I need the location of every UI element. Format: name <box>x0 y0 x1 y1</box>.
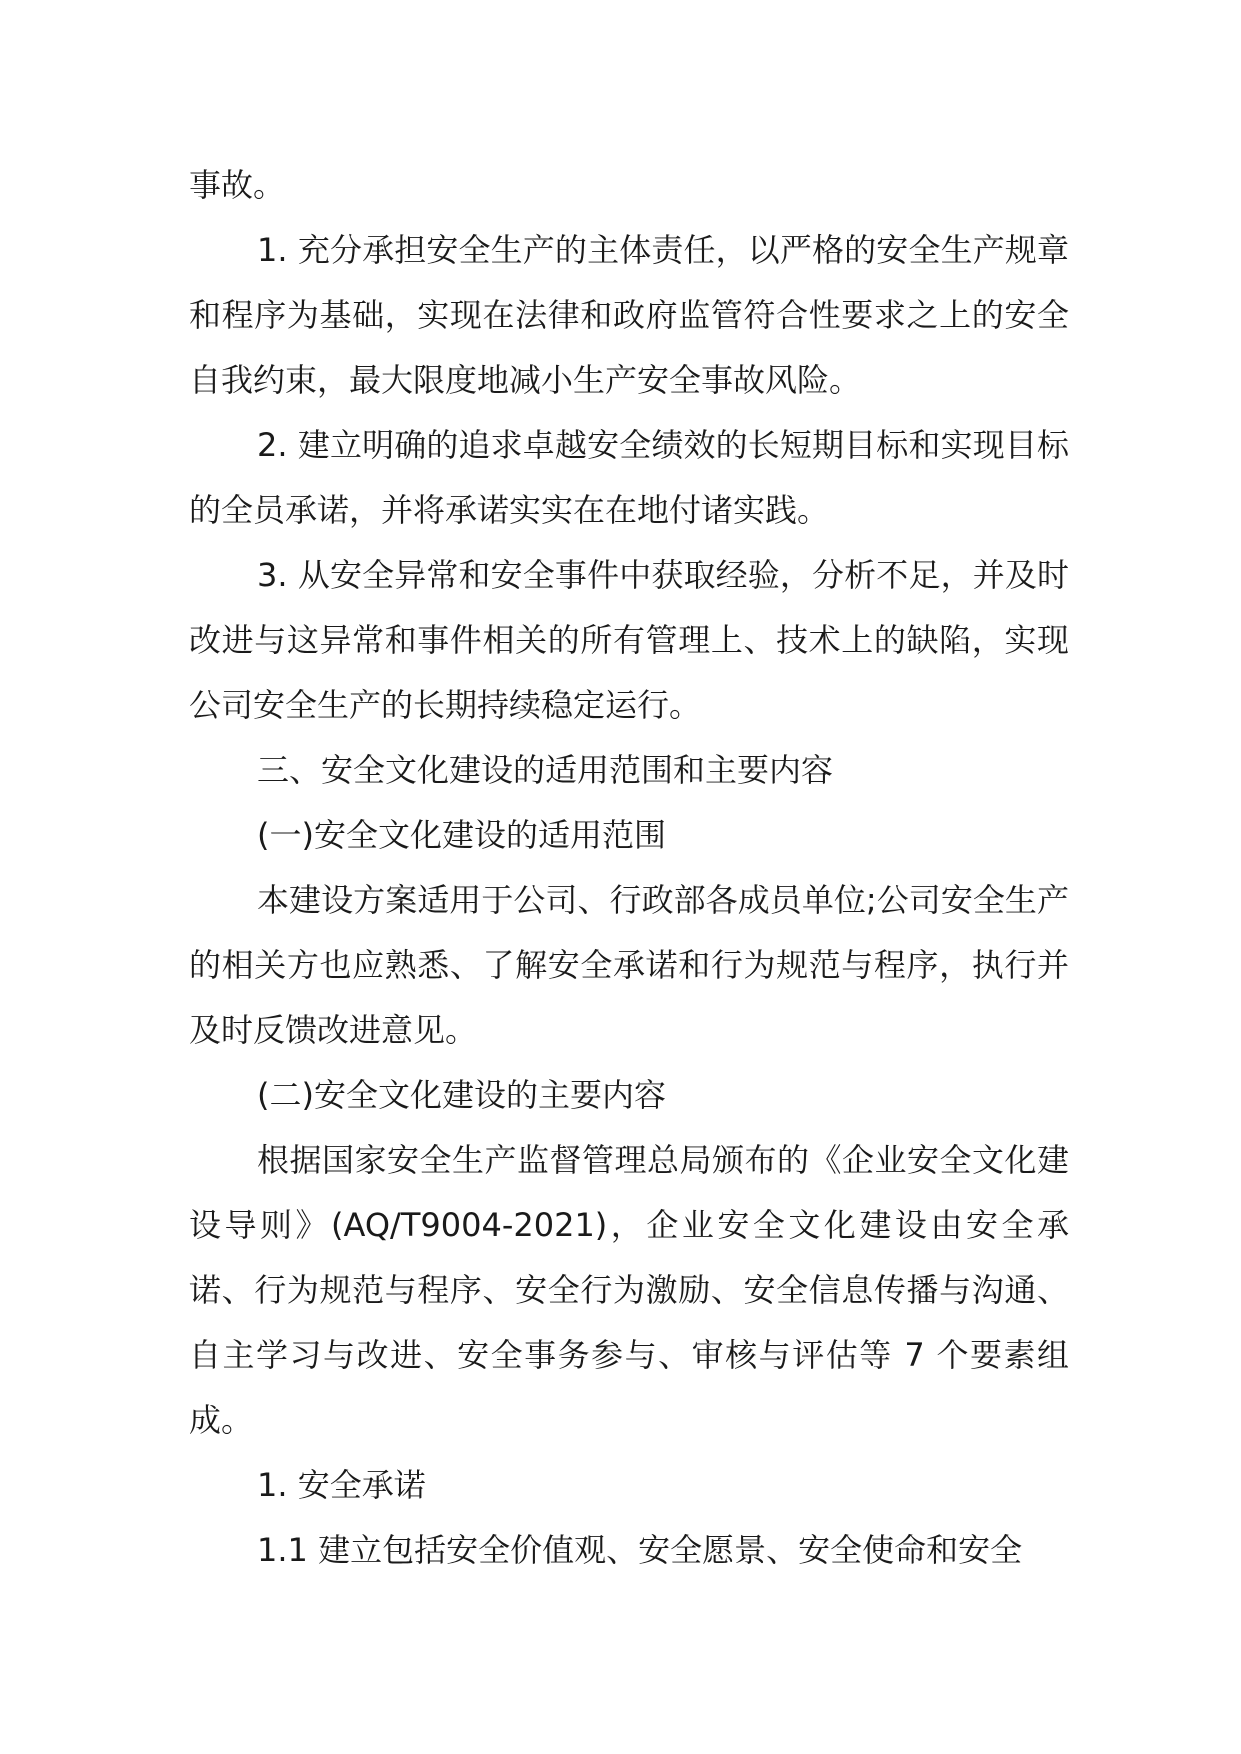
paragraph-continuation: 事故。 <box>189 166 286 204</box>
paragraph-scope: 本建设方案适用于公司、行政部各成员单位;公司安全生产的相关方也应熟悉、了解安全承诺和行为规范与程序，执行并及时反馈改进意见。 <box>189 881 1069 1049</box>
item-heading-safety-commitment: 1. 安全承诺 <box>257 1466 426 1504</box>
paragraph-item-1-1: 1.1 建立包括安全价值观、安全愿景、安全使命和安全 <box>257 1531 1023 1569</box>
document-body <box>189 153 1069 1583</box>
paragraph-main-content: 根据国家安全生产监督管理总局颁布的《企业安全文化建设导则》(AQ/T9004-2021)，企业安全文化建设由安全承诺、行为规范与程序、安全行为激励、安全信息传播与沟通、自主学习与改进、安全事务参与、审核与评估等 7 个要素组成。 <box>189 1141 1069 1439</box>
paragraph-item-1: 1. 充分承担安全生产的主体责任，以严格的安全生产规章和程序为基础，实现在法律和政府监管符合性要求之上的安全自我约束，最大限度地减小生产安全事故风险。 <box>189 231 1069 399</box>
subsection-heading-2: (二)安全文化建设的主要内容 <box>257 1076 666 1114</box>
paragraph-item-2: 2. 建立明确的追求卓越安全绩效的长短期目标和实现目标的全员承诺，并将承诺实实在在地付诸实践。 <box>189 426 1069 529</box>
paragraph-item-3: 3. 从安全异常和安全事件中获取经验，分析不足，并及时改进与这异常和事件相关的所有管理上、技术上的缺陷，实现公司安全生产的长期持续稳定运行。 <box>189 556 1069 724</box>
subsection-heading-1: (一)安全文化建设的适用范围 <box>257 816 666 854</box>
section-heading-3: 三、安全文化建设的适用范围和主要内容 <box>257 751 834 789</box>
